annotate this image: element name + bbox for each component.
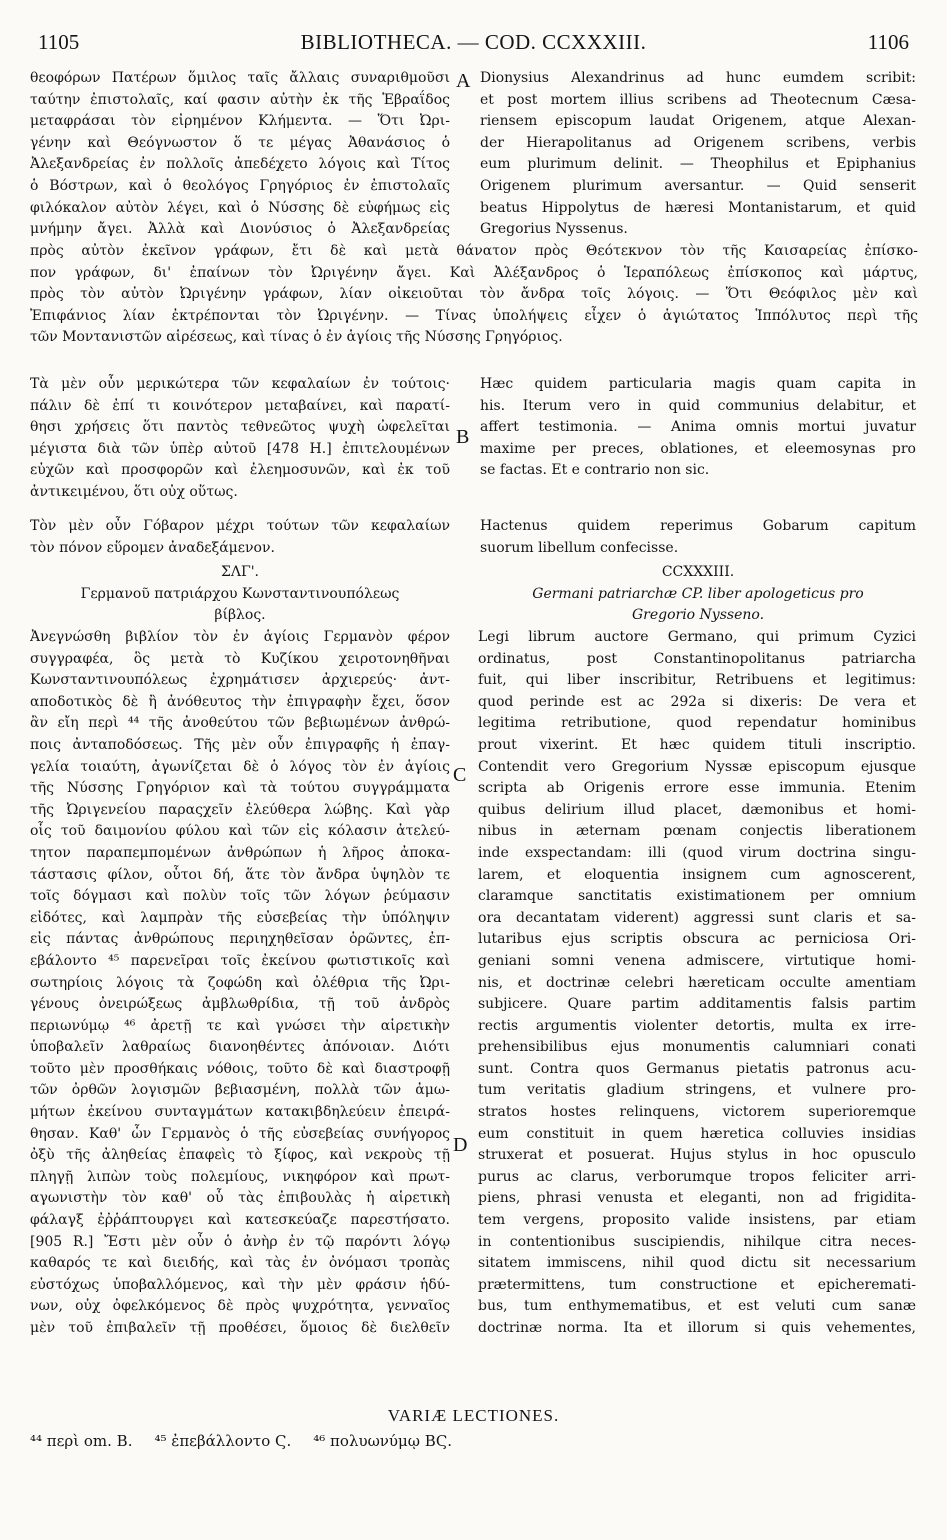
- greek-text-line: εβάλοντο ⁴⁵ παρενεῖραι τοῖς ἐκείνου φωτιστικοῖς καὶ: [30, 952, 450, 969]
- greek-text-line: γένους ὀνειρώξεως ἀμβλωθρίδια, τῇ τοῦ ἀνδρὸς: [30, 996, 450, 1013]
- latin-text-line: his. Iterum vero in quid communius delabitur, et: [480, 397, 916, 414]
- latin-text-line: suorum libellum confecisse.: [480, 539, 679, 556]
- latin-codex-title-line-2: Gregorio Nysseno.: [631, 607, 765, 624]
- greek-text-line: ἀντικειμένου, ὅτι οὐχ οὕτως.: [30, 483, 238, 500]
- margin-marker-c: C: [453, 764, 467, 786]
- latin-text-line: prehensibilibus ejus monumentis calumniari conati: [478, 1039, 916, 1056]
- latin-text-line: Hactenus quidem reperimus Gobarum capitum: [480, 518, 916, 534]
- intro-greek-full-width: [30, 241, 918, 349]
- latin-text-line: riensem episcopum laudat Origenem, atque Alexan-: [480, 113, 916, 130]
- left-page-number: 1105: [38, 30, 80, 54]
- latin-text-line: stratos hostes relinquens, victorem superioremque: [478, 1104, 916, 1121]
- greek-text-line: Κωνσταντινουπόλεως ἐχρημάτισεν ἀρχιερεύς· ἀντ-: [30, 672, 450, 689]
- greek-text-line: Ἀνεγνώσθη βιβλίον τὸν ἐν ἁγίοις Γερμανὸν φέρον: [30, 629, 450, 645]
- greek-codex-number: ΣΛΓ'.: [220, 564, 260, 580]
- latin-text-line: subjicere. Quare partim additamentis falsis partim: [478, 996, 916, 1013]
- variant-note: ⁴⁶ πολυωνύμῳ ΒϚ.: [313, 1432, 453, 1450]
- greek-text-line: ὀξὺ τῆς ἀληθείας ἐπαφεὶς τὸ ξίφος, καὶ νεκροὺς τῇ: [30, 1147, 450, 1164]
- greek-codex-title-line-1: Γερμανοῦ πατριάρχου Κωνσταντινουπόλεως: [80, 585, 400, 602]
- greek-text-line: τοῦτο μὲν προσθήκαις νόθοις, τοῦτο δὲ καὶ διαστροφῇ: [30, 1060, 450, 1077]
- latin-codex-number: CCXXXIII.: [661, 564, 735, 580]
- greek-text-line: συγγραφέα, ὃς μετὰ τὸ Κυζίκου χειροτονηθῆναι: [30, 650, 450, 667]
- latin-text-line: et post mortem illius scribens ad Theotecnum Cæsa-: [480, 91, 916, 108]
- greek-text-line: πρὸς αὐτὸν ἐκεῖνον γράφων, ἔτι δὲ καὶ μετὰ θάνατον πρὸς Θεότεκνον τὸν τῆς Καισαρείας ἐπίσκο-: [30, 243, 918, 259]
- section3-greek-column: [30, 516, 450, 559]
- latin-text-line: se factas. Et e contrario non sic.: [480, 462, 710, 479]
- greek-text-line: Ἐπιφάνιος λίαν ἐκτρέπονται τὸν Ὠριγένην. — Τίνας ὑπολήψεις εἶχεν ὁ ἁγιώτατος Ἱππόλυτος περὶ τῆς: [30, 307, 918, 324]
- latin-text-line: claramque sanctitatis existimationem per omnium: [478, 888, 916, 905]
- latin-text-line: nibus in æternam pœnam conjectis liberationem: [478, 823, 916, 840]
- greek-text-line: ὑποβαλεῖν λαθραίως διανοηθέντες ἀπόνοιαν. Διότι: [30, 1039, 450, 1056]
- main-latin-column: [478, 627, 916, 1340]
- variae-lectiones-title: VARIÆ LECTIONES.: [387, 1406, 560, 1425]
- latin-codex-title-line-1: Germani patriarchæ CP. liber apologeticus pro: [532, 585, 864, 602]
- running-title: BIBLIOTHECA. — COD. CCXXXIII.: [300, 30, 647, 54]
- greek-codex-title-line-2: βίβλος.: [214, 607, 266, 624]
- greek-text-line: Τὸν μὲν οὖν Γόβαρον μέχρι τούτων τῶν κεφαλαίων: [30, 518, 450, 534]
- section3-latin-column: [480, 516, 916, 559]
- latin-text-line: purus ac clarus, verborumque tropos feliciter arri-: [478, 1168, 916, 1185]
- greek-text-line: καθαρός τε καὶ διειδής, καὶ τὰς ἐν ὀνόμασι τροπὰς: [30, 1255, 450, 1272]
- latin-text-line: Gregorius Nyssenus.: [480, 221, 628, 238]
- greek-text-line: αποδοτικὸς δὲ ἢ ἀνόθευτος τὴν ἐπιγραφὴν ἔχει, ὅσον: [30, 693, 450, 710]
- greek-text-line: εἰς πάντας ἀνθρώπους περιηχηθεῖσαν ὁρῶντες, ἐπ-: [30, 931, 450, 948]
- greek-text-line: πον γράφων, δι' ἐπαίνων τὸν Ὠριγένην ἄγει. Καὶ Ἀλέξανδρος ὁ Ἱεραπόλεως ἐπίσκοπος καὶ μάρτυς,: [30, 264, 918, 281]
- latin-text-line: geniani somni venena admiscere, virtutique homi-: [478, 952, 916, 969]
- latin-text-line: der Hierapolitanus ad Origenem scribens, verbis: [480, 134, 916, 151]
- greek-text-line: πρὸς τὸν αὐτὸν Ὠριγένην γράφων, λίαν οἰκειοῦται τὸν ἄνδρα τοῖς λόγοις. — Ὅτι Θεόφιλος μὲν καὶ: [30, 286, 918, 303]
- greek-text-line: φάλαγξ ἐῤῥάπτουργει καὶ κατεσκεύαζε παρεστήσατο.: [30, 1212, 450, 1229]
- latin-text-line: Hæc quidem particularia magis quam capita in: [480, 376, 916, 392]
- greek-text-line: αγωνιστὴν τὸν καθ' οὗ τὰς ἐπιβουλὰς ἡ αἱρετικὴ: [30, 1190, 450, 1207]
- margin-marker-a: A: [456, 70, 471, 92]
- greek-text-line: πάλιν δὲ ἐπί τι κοινότερον μεταβαίνει, καὶ παρατί-: [30, 397, 450, 414]
- greek-text-line: ποις ἀνταποδόσεως. Τῆς μὲν οὖν ἐπιγραφῆς ἡ ἐπαγ-: [30, 736, 450, 753]
- latin-text-line: piens, phrasi venusta et eleganti, non ad frigidita-: [478, 1190, 916, 1207]
- latin-text-line: ordinatus, post Constantinopolitanus patriarcha: [478, 650, 916, 667]
- greek-text-line: τῶν ὀρθῶν λογισμῶν βεβιασμένη, πολλὰ τῶν ἀμω-: [30, 1082, 450, 1099]
- greek-text-line: Τὰ μὲν οὖν μερικώτερα τῶν κεφαλαίων ἐν τούτοις·: [30, 376, 450, 392]
- latin-text-line: tum veritatis gladium stringens, et vulnere pro-: [478, 1082, 916, 1099]
- greek-text-line: μνήμην ἄγει. Ἀλλὰ καὶ Διονύσιος ὁ Ἀλεξανδρείας: [30, 221, 450, 238]
- greek-text-line: μὲν τοῦ ἐπιβαλεῖν τῇ προθέσει, ὅμοιος δὲ διελθεῖν: [30, 1320, 450, 1336]
- latin-text-line: quibus delirium illud placet, dæmonibus et homi-: [478, 801, 916, 818]
- greek-text-line: μέγιστα διὰ τῶν ὑπὲρ αὐτοῦ [478 H.] ἐπιτελουμένων: [30, 440, 450, 457]
- greek-text-line: θεοφόρων Πατέρων ὅμιλος ταῖς ἄλλαις συναριθμοῦσι: [30, 70, 450, 86]
- right-page-number: 1106: [867, 30, 909, 54]
- greek-text-line: οἷς τοῦ δαιμονίου φύλου καὶ τῶν εἰς κόλασιν ἀτελεύ-: [30, 823, 450, 840]
- latin-text-line: maxime per preces, oblationes, et eleemosynas pro: [480, 440, 916, 457]
- variae-lectiones-notes: [30, 1432, 474, 1450]
- latin-text-line: prætermittens, tum constructione et epicheremati-: [478, 1276, 916, 1293]
- latin-text-line: eum plurimum delinit. — Theophilus et Epiphanius: [480, 156, 916, 173]
- greek-text-line: [905 R.] Ἔστι μὲν οὖν ὁ ἀνὴρ ἐν τῷ παρόντι λόγῳ: [30, 1233, 450, 1250]
- latin-text-line: prout vixerint. Et hæc quidem tituli inscriptio.: [478, 736, 916, 753]
- greek-codex-heading: [30, 562, 450, 627]
- latin-text-line: lutaribus ejus scriptis obscura ac perniciosa Ori-: [478, 931, 916, 948]
- latin-codex-heading: [480, 562, 916, 627]
- margin-marker-d: D: [453, 1134, 468, 1156]
- latin-text-line: eum constituit in quem hæretica colluvies insidias: [478, 1125, 916, 1142]
- margin-marker-b: B: [456, 426, 470, 448]
- latin-text-line: tem vergens, proposito valide insistens, par etiam: [478, 1212, 916, 1229]
- greek-text-line: θησαν. Καθ' ὧν Γερμανὸς ὁ τῆς εὐσεβείας συνήγορος: [30, 1125, 450, 1142]
- greek-text-line: ἂν εἴη περὶ ⁴⁴ τῆς ἀνοθεύτου τῶν βεβιωμένων ἀνθρώ-: [30, 715, 450, 732]
- greek-text-line: τὸν πόνον εὕρομεν ἀναδεξάμενον.: [30, 539, 275, 556]
- variant-note: ⁴⁵ ἐπεβάλλοντο Ϛ.: [154, 1432, 292, 1450]
- greek-text-line: περιωνύμῳ ⁴⁶ ἀρετῇ τε καὶ γνώσει τὴν αἱρετικὴν: [30, 1017, 450, 1034]
- greek-text-line: γελία τοιαύτη, ἀγωνίζεται δὲ ὁ λόγος τὸν ἐν ἁγίοις: [30, 758, 450, 775]
- greek-text-line: μήτων ἐκείνου συνταγμάτων κατακιβδηλεύειν ἐπειρά-: [30, 1104, 450, 1121]
- latin-text-line: inde exspectandam: illi (quod virum doctrina singu-: [478, 844, 916, 861]
- latin-text-line: Origenem plurimum aversantur. — Quid senserit: [480, 177, 916, 194]
- running-header: [38, 30, 909, 58]
- greek-text-line: ταύτην ἐπιστολαῖς, καί φασιν αὐτὴν ἐκ τῆς Ἑβραΐδος: [30, 91, 450, 108]
- latin-text-line: larem, et eloquentia insignem cum agnoscerent,: [478, 866, 916, 883]
- greek-text-line: μεταφράσαι τὸν εἰρημένον Κλήμεντα. — Ὅτι Ὠρι-: [30, 113, 450, 130]
- greek-text-line: εὐχῶν καὶ προσφορῶν καὶ ἐλεημοσυνῶν, καὶ ἐκ τοῦ: [30, 462, 450, 479]
- latin-text-line: Contendit vero Gregorium Nyssæ episcopum ejusque: [478, 758, 916, 775]
- latin-text-line: doctrinæ norma. Ita et illorum si quis vehementes,: [478, 1320, 916, 1336]
- greek-text-line: εἰδότες, καὶ λαμπρὰν τῆς εὐσεβείας τὴν ὑπόληψιν: [30, 909, 450, 926]
- latin-text-line: sitatem immiscens, nihil quod dictu sit necessarium: [478, 1255, 916, 1272]
- greek-text-line: ὁ Βόστρων, καὶ ὁ θεολόγος Γρηγόριος ἐν ἐπιστολαῖς: [30, 177, 450, 194]
- latin-text-line: fuit, qui liber inscribitur, Retribuens et legitimus:: [478, 672, 916, 689]
- latin-text-line: scripta ab Origenis errore esse immunia. Etenim: [478, 780, 916, 797]
- greek-text-line: τῶν Μοντανιστῶν αἱρέσεως, καὶ τίνας ὁ ἐν ἁγίοις τῆς Νύσσης Γρηγόριος.: [30, 329, 563, 346]
- latin-text-line: bus, tum enthymematibus, et est veluti cum sanæ: [478, 1298, 916, 1315]
- greek-text-line: τητον παραπεμπομένων ἀνθρώπων ἡ λῆρος ἀποκα-: [30, 844, 450, 861]
- variant-note: ⁴⁴ περὶ om. B.: [30, 1432, 133, 1450]
- latin-text-line: affert testimonia. — Anima omnis mortui juvatur: [480, 419, 916, 436]
- latin-text-line: struxerat et posuerat. Hujus stylus in hoc opusculo: [478, 1147, 916, 1164]
- greek-text-line: Ἀλεξανδρείας ἐν πολλοῖς ἀπεδέχετο λόγοις καὶ Τίτος: [30, 156, 450, 173]
- latin-text-line: rectis argumentis violenter detortis, multa ex irre-: [478, 1017, 916, 1034]
- section2-latin-column: [480, 374, 916, 482]
- greek-text-line: τῆς Ὠριγενείου παραςχεῖν ἐλεύθερα λώβης. Καὶ γὰρ: [30, 801, 450, 818]
- greek-text-line: τάστασις φίλον, οὗτοι δή, ἅτε τὸν ἄνδρα ὑψηλὸν τε: [30, 866, 450, 883]
- greek-text-line: νων, οὐχ ὀφελκόμενος δὲ πρὸς ψυχρότητα, γενναῖος: [30, 1298, 450, 1315]
- greek-text-line: σωτηρίοις λόγοις τὰ ζοφώδη καὶ ὀλέθρια τῆς Ὠρι-: [30, 974, 450, 991]
- latin-text-line: legitima retributione, quod rependatur hominibus: [478, 715, 916, 732]
- greek-text-line: τῆς Νύσσης Γρηγόριον καὶ τὰ τούτου συγγράμματα: [30, 780, 450, 797]
- latin-text-line: in contentionibus suscipiendis, nihilque citra neces-: [478, 1233, 916, 1250]
- greek-text-line: φιλόκαλον αὐτὸν λέγει, καὶ ὁ Νύσσης δὲ εὐφήμως εἰς: [30, 199, 450, 216]
- latin-text-line: sunt. Contra quos Germanus pietatis patronus acu-: [478, 1060, 916, 1077]
- latin-text-line: nis, et doctrinæ celebri hæreticam occulte amentiam: [478, 974, 916, 991]
- greek-text-line: θησι χρήσεις ὅτι παντὸς τεθνεῶτος ψυχὴ ὠφελεῖται: [30, 419, 450, 436]
- greek-text-line: εὐστόχως ὑποβαλλόμενος, καὶ τὴν μὲν φράσιν ἡδύ-: [30, 1276, 450, 1293]
- latin-text-line: Dionysius Alexandrinus ad hunc eumdem scribit:: [480, 70, 916, 86]
- latin-text-line: ora decantatam viderent) aggressi sunt claris et sa-: [478, 909, 916, 926]
- latin-text-line: beatus Hippolytus de hæresi Montanistarum, et quid: [480, 199, 916, 216]
- greek-text-line: πληγῇ λιπὼν τοὺς πολεμίους, νικηφόρον καὶ πρωτ-: [30, 1168, 450, 1185]
- greek-text-line: γένην καὶ Θεόγνωστον ὅ τε μέγας Ἀθανάσιος ὁ: [30, 134, 450, 151]
- latin-text-line: quod perinde est ac 292a si dixeris: De vera et: [478, 693, 916, 710]
- section2-greek-column: [30, 374, 450, 504]
- greek-text-line: τοῖς δόγμασι καὶ πολὺν τοῖς τῶν λόγων ῥεύμασιν: [30, 888, 450, 905]
- intro-greek-column: [30, 68, 450, 241]
- latin-text-line: Legi librum auctore Germano, qui primum Cyzici: [478, 629, 916, 645]
- intro-latin-column: [480, 68, 916, 241]
- main-greek-column: [30, 627, 450, 1340]
